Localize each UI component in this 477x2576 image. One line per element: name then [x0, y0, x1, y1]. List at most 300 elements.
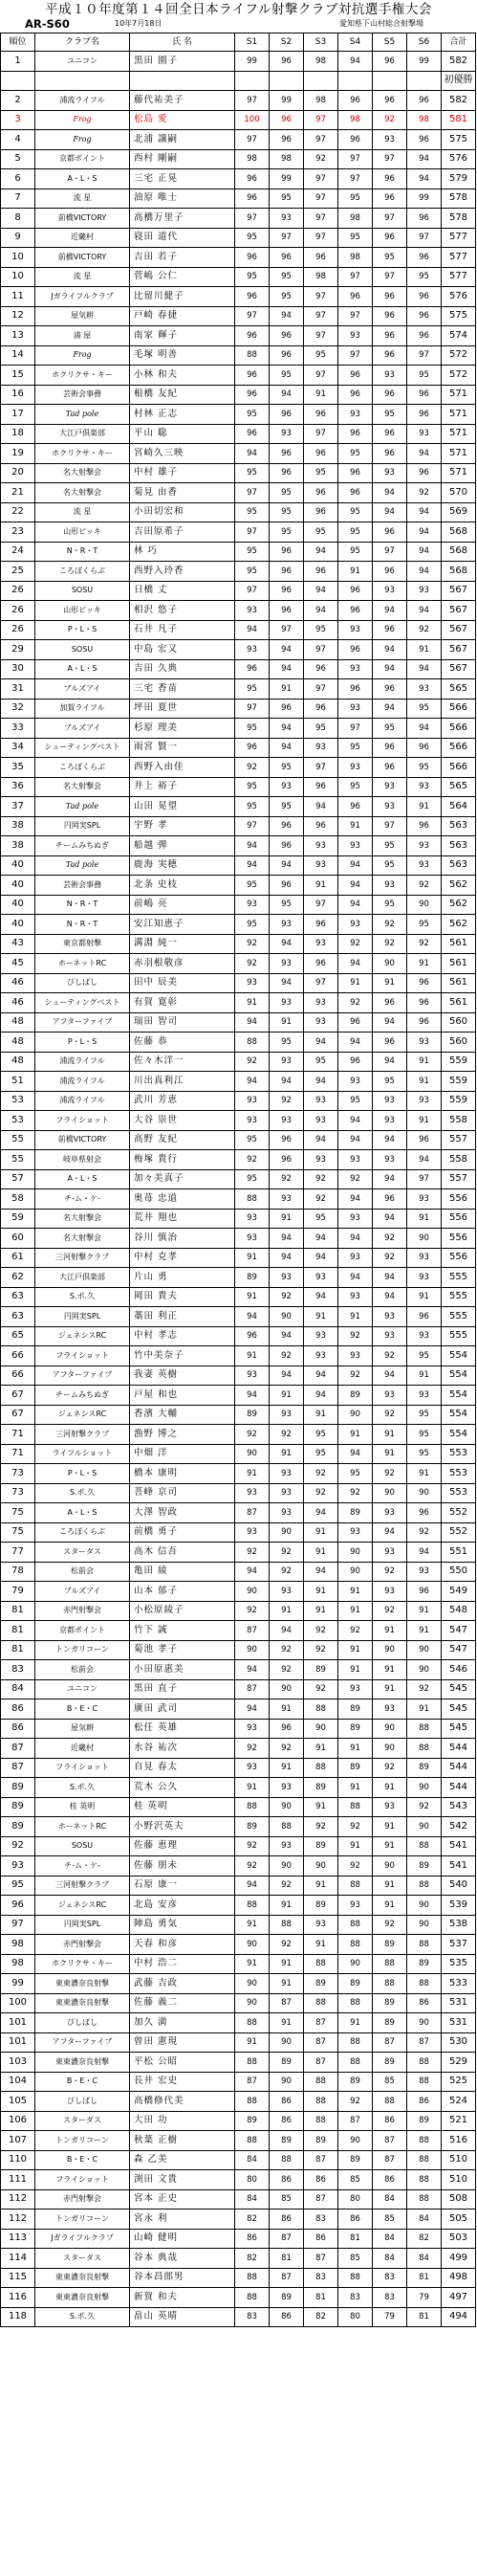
rank-cell: 63: [1, 1287, 35, 1307]
s3-cell: 95: [304, 345, 338, 366]
s5-cell: 79: [373, 2307, 407, 2327]
s3-cell: 97: [304, 130, 338, 150]
s6-cell: 97: [407, 1169, 442, 1189]
name-cell: 菊見 由香: [130, 483, 235, 503]
s2-cell: 92: [270, 1346, 304, 1366]
name-cell: 小林 和夫: [130, 366, 235, 386]
s1-cell: 82: [235, 2210, 270, 2230]
s4-cell: 94: [338, 1130, 373, 1150]
name-cell: 黒田 直子: [130, 1679, 235, 1699]
s3-cell: 89: [304, 1896, 338, 1916]
s1-cell: 88: [235, 2288, 270, 2308]
s5-cell: 96: [373, 385, 407, 405]
club-cell: チームみちぬぎ: [35, 836, 130, 856]
s1-cell: 97: [235, 130, 270, 150]
name-cell: 佐藤 朋未: [130, 1856, 235, 1876]
s2-cell: 92: [270, 1287, 304, 1307]
s4-cell: 94: [338, 1229, 373, 1249]
s5-cell: 92: [373, 934, 407, 954]
rank-cell: 46: [1, 993, 35, 1013]
total-cell: 初優勝: [442, 71, 476, 91]
s4-cell: 91: [338, 973, 373, 993]
s2-cell: 93: [270, 954, 304, 974]
table-row: [1, 758, 476, 778]
s2-cell: 96: [270, 699, 304, 719]
s4-cell: 89: [338, 2150, 373, 2170]
s2-cell: 95: [270, 758, 304, 778]
s1-cell: 91: [235, 1915, 270, 1935]
s1-cell: 89: [235, 1817, 270, 1837]
club-cell: 名大射撃会: [35, 777, 130, 797]
name-cell: 天春 和彦: [130, 1935, 235, 1955]
s6-cell: 88: [407, 2170, 442, 2190]
s6-cell: 93: [407, 1326, 442, 1346]
s5-cell: 88: [373, 2092, 407, 2112]
s2-cell: 96: [270, 130, 304, 150]
name-cell: 桂 英明: [130, 1797, 235, 1817]
total-cell: 544: [442, 1778, 476, 1798]
table-row: [1, 444, 476, 464]
s2-cell: 95: [270, 287, 304, 307]
s1-cell: 89: [235, 1405, 270, 1425]
table-row: [1, 1405, 476, 1425]
table-row: [1, 1072, 476, 1092]
club-cell: ホーネットRC: [35, 1817, 130, 1837]
club-cell: 円岡実SPL: [35, 1915, 130, 1935]
s2-cell: 95: [270, 267, 304, 287]
s5-cell: 85: [373, 2210, 407, 2230]
s6-cell: 94: [407, 562, 442, 582]
s4-cell: 91: [338, 1425, 373, 1445]
s1-cell: 96: [235, 326, 270, 346]
s4-cell: 91: [338, 1640, 373, 1660]
rank-cell: 7: [1, 189, 35, 209]
table-row: [1, 777, 476, 797]
club-cell: S.ポ.久: [35, 1287, 130, 1307]
table-row: [1, 1582, 476, 1602]
s3-cell: 93: [304, 1091, 338, 1111]
s5-cell: 91: [373, 1621, 407, 1641]
name-cell: 中村 克孝: [130, 1248, 235, 1268]
s6-cell: 96: [407, 816, 442, 836]
total-cell: 576: [442, 287, 476, 307]
s3-cell: 97: [304, 169, 338, 189]
club-cell: シューティングベスト: [35, 738, 130, 758]
table-row: [1, 424, 476, 444]
total-cell: 505: [442, 2210, 476, 2230]
total-cell: 549: [442, 1582, 476, 1602]
s5-cell: 91: [373, 1817, 407, 1837]
table-row: [1, 522, 476, 543]
s1-cell: 94: [235, 1562, 270, 1582]
s4-cell: 91: [338, 816, 373, 836]
s1-cell: 95: [235, 777, 270, 797]
rank-cell: 71: [1, 1425, 35, 1445]
s3-cell: 82: [304, 2307, 338, 2327]
s5-cell: 88: [373, 1974, 407, 1994]
name-cell: 秋葉 正樹: [130, 2131, 235, 2151]
s2-cell: 94: [270, 973, 304, 993]
total-cell: 554: [442, 1425, 476, 1445]
s3-cell: 96: [304, 444, 338, 464]
s5-cell: 91: [373, 1896, 407, 1916]
s2-cell: 93: [270, 915, 304, 935]
s2-cell: 93: [270, 777, 304, 797]
s1-cell: 87: [235, 1503, 270, 1523]
table-row: [1, 1033, 476, 1053]
s1-cell: 92: [235, 954, 270, 974]
s3-cell: 88: [304, 1993, 338, 2013]
club-cell: 京都ポイント: [35, 1621, 130, 1641]
s1-cell: 97: [235, 522, 270, 543]
club-cell: ジェネシスRC: [35, 1405, 130, 1425]
s4-cell: 80: [338, 2307, 373, 2327]
s4-cell: 81: [338, 2229, 373, 2249]
s5-cell: 87: [373, 2131, 407, 2151]
name-cell: 新賀 和夫: [130, 2288, 235, 2308]
s4-cell: 93: [338, 1209, 373, 1229]
total-cell: 568: [442, 522, 476, 543]
s5-cell: 93: [373, 463, 407, 483]
total-cell: 578: [442, 189, 476, 209]
s5-cell: 85: [373, 2072, 407, 2092]
s6-cell: 96: [407, 1012, 442, 1033]
total-cell: 561: [442, 973, 476, 993]
table-row: [1, 954, 476, 974]
s3-cell: 88: [304, 2111, 338, 2131]
s2-cell: 88: [270, 1915, 304, 1935]
s1-cell: 97: [235, 483, 270, 503]
s5-cell: 93: [373, 1503, 407, 1523]
table-row: [1, 1012, 476, 1033]
table-row: [1, 836, 476, 856]
s4-cell: 85: [338, 2170, 373, 2190]
rank-cell: 55: [1, 1130, 35, 1150]
club-cell: ライフルショット: [35, 1444, 130, 1464]
s6-cell: 90: [407, 1229, 442, 1249]
s6-cell: 91: [407, 1366, 442, 1386]
name-cell: 黒田 園子: [130, 52, 235, 72]
s5-cell: 96: [373, 758, 407, 778]
s2-cell: 86: [270, 2170, 304, 2190]
s6-cell: 92: [407, 1522, 442, 1543]
s3-cell: 96: [304, 562, 338, 582]
club-cell: A・L・S: [35, 1169, 130, 1189]
club-cell: トンガリコーン: [35, 2131, 130, 2151]
total-cell: 503: [442, 2229, 476, 2249]
rank-cell: 99: [1, 1974, 35, 1994]
s2-cell: 95: [270, 1033, 304, 1053]
s2-cell: 94: [270, 1229, 304, 1249]
club-cell: 芸術会事務: [35, 385, 130, 405]
s5-cell: 88: [373, 1954, 407, 1974]
rank-cell: 93: [1, 1856, 35, 1876]
total-cell: 542: [442, 1817, 476, 1837]
s6-cell: 96: [407, 1503, 442, 1523]
s4-cell: 89: [338, 1699, 373, 1720]
s5-cell: 94: [373, 640, 407, 660]
s1-cell: 91: [235, 1778, 270, 1798]
s5-cell: 87: [373, 2150, 407, 2170]
total-cell: 516: [442, 2131, 476, 2151]
club-cell: A・L・S: [35, 169, 130, 189]
rank-cell: 8: [1, 209, 35, 229]
rank-cell: 51: [1, 1072, 35, 1092]
total-cell: 577: [442, 248, 476, 268]
table-row: [1, 91, 476, 111]
table-row: [1, 719, 476, 739]
s4-cell: 98: [338, 209, 373, 229]
total-cell: 544: [442, 1758, 476, 1778]
s6-cell: 88: [407, 2072, 442, 2092]
s6-cell: 88: [407, 2131, 442, 2151]
s6-cell: 96: [407, 1307, 442, 1327]
s5-cell: 90: [373, 1856, 407, 1876]
name-cell: 西野入由佳: [130, 758, 235, 778]
s2-cell: 90: [270, 2032, 304, 2053]
s3-cell: 95: [304, 620, 338, 640]
s2-cell: 85: [270, 2189, 304, 2210]
table-row: [1, 1307, 476, 1327]
rank-cell: 62: [1, 1268, 35, 1288]
total-cell: 560: [442, 1012, 476, 1033]
s1-cell: 95: [235, 405, 270, 425]
s2-cell: 96: [270, 463, 304, 483]
s4-cell: 89: [338, 1974, 373, 1994]
s1-cell: 92: [235, 1739, 270, 1759]
s3-cell: 91: [304, 385, 338, 405]
table-row: [1, 1130, 476, 1150]
club-cell: ブルズアイ: [35, 679, 130, 700]
rank-cell: 40: [1, 855, 35, 876]
header-club: クラブ名: [35, 33, 130, 52]
s4-cell: 96: [338, 366, 373, 386]
club-cell: 東東濃奈良射撃: [35, 2288, 130, 2308]
table-row: [1, 1896, 476, 1916]
table-row: [1, 1326, 476, 1346]
table-row: [1, 1150, 476, 1170]
s6-cell: 91: [407, 1601, 442, 1621]
s3-cell: 94: [304, 1287, 338, 1307]
club-cell: ユニコン: [35, 1679, 130, 1699]
table-row: [1, 1229, 476, 1249]
s1-cell: 93: [235, 1483, 270, 1503]
s1-cell: 82: [235, 2249, 270, 2269]
s6-cell: 90: [407, 1778, 442, 1798]
s4-cell: 93: [338, 836, 373, 856]
total-cell: 552: [442, 1522, 476, 1543]
s1-cell: 93: [235, 601, 270, 621]
s2-cell: 91: [270, 1758, 304, 1778]
rank-cell: 78: [1, 1562, 35, 1582]
club-cell: Frog: [35, 110, 130, 130]
rank-cell: 95: [1, 1876, 35, 1896]
s5-cell: 90: [373, 954, 407, 974]
s6-cell: 98: [407, 110, 442, 130]
s3-cell: 93: [304, 993, 338, 1013]
s4-cell: 94: [338, 1033, 373, 1053]
s4-cell: 88: [338, 1993, 373, 2013]
s5-cell: 95: [373, 855, 407, 876]
name-cell: 竹中美奈子: [130, 1346, 235, 1366]
s6-cell: 95: [407, 1405, 442, 1425]
s1-cell: 92: [235, 1543, 270, 1563]
total-cell: 563: [442, 816, 476, 836]
s1-cell: 80: [235, 2170, 270, 2190]
rank-cell: 87: [1, 1739, 35, 1759]
s6-cell: 95: [407, 758, 442, 778]
s5-cell: 94: [373, 502, 407, 522]
s2-cell: 96: [270, 345, 304, 366]
total-cell: 547: [442, 1621, 476, 1641]
header-rank: 順位: [1, 33, 35, 52]
name-cell: 水谷 祐次: [130, 1739, 235, 1759]
s4-cell: 91: [338, 1660, 373, 1680]
s2-cell: 94: [270, 306, 304, 326]
s6-cell: 94: [407, 502, 442, 522]
table-row: [1, 1189, 476, 1210]
s3-cell: 97: [304, 287, 338, 307]
club-cell: 芸術会事務: [35, 876, 130, 896]
s5-cell: 90: [373, 1739, 407, 1759]
s4-cell: 89: [338, 1386, 373, 1406]
s5-cell: 92: [373, 1405, 407, 1425]
s6-cell: 89: [407, 1954, 442, 1974]
s3-cell: 98: [304, 52, 338, 72]
s1-cell: 91: [235, 1954, 270, 1974]
s6-cell: 94: [407, 1150, 442, 1170]
s6-cell: 96: [407, 91, 442, 111]
rank-cell: 84: [1, 1679, 35, 1699]
club-cell: 名大射撃会: [35, 463, 130, 483]
s6-cell: 95: [407, 267, 442, 287]
s1-cell: 87: [235, 2072, 270, 2092]
name-cell: 渕田 文貴: [130, 2170, 235, 2190]
table-row: [1, 130, 476, 150]
s1-cell: 93: [235, 1522, 270, 1543]
s6-cell: [407, 71, 442, 91]
club-cell: 加賀ライフル: [35, 699, 130, 719]
rank-cell: 1: [1, 52, 35, 72]
name-cell: 小田原惠美: [130, 1660, 235, 1680]
table-row: [1, 699, 476, 719]
table-row: [1, 620, 476, 640]
total-cell: 529: [442, 2053, 476, 2073]
s6-cell: 81: [407, 2268, 442, 2288]
rank-cell: 55: [1, 1150, 35, 1170]
total-cell: 524: [442, 2092, 476, 2112]
s3-cell: 88: [304, 2072, 338, 2092]
s2-cell: 95: [270, 797, 304, 817]
s3-cell: 89: [304, 1974, 338, 1994]
total-cell: 561: [442, 993, 476, 1013]
s2-cell: 95: [270, 895, 304, 915]
name-cell: 佐々木洋一: [130, 1052, 235, 1072]
s1-cell: 95: [235, 876, 270, 896]
s4-cell: 94: [338, 52, 373, 72]
table-row: [1, 1562, 476, 1582]
rank-cell: 13: [1, 326, 35, 346]
s2-cell: 87: [270, 2229, 304, 2249]
s6-cell: 91: [407, 1621, 442, 1641]
name-cell: 加久 満: [130, 2013, 235, 2033]
s3-cell: 95: [304, 1444, 338, 1464]
s2-cell: 93: [270, 209, 304, 229]
club-cell: びしばし: [35, 973, 130, 993]
s2-cell: 93: [270, 1836, 304, 1856]
s3-cell: 97: [304, 306, 338, 326]
s5-cell: 91: [373, 1679, 407, 1699]
s1-cell: 97: [235, 581, 270, 601]
rank-cell: 40: [1, 895, 35, 915]
s4-cell: 93: [338, 1248, 373, 1268]
club-cell: A・L・S: [35, 659, 130, 679]
club-cell: 屋気耕: [35, 1719, 130, 1739]
rank-cell: 115: [1, 2268, 35, 2288]
total-cell: 582: [442, 52, 476, 72]
name-cell: 寝田 道代: [130, 228, 235, 248]
s4-cell: 90: [338, 1954, 373, 1974]
name-cell: 谷本 典哉: [130, 2249, 235, 2269]
s6-cell: 95: [407, 699, 442, 719]
club-cell: Tad pole: [35, 405, 130, 425]
table-row: [1, 2013, 476, 2033]
s5-cell: 84: [373, 2249, 407, 2269]
total-cell: 562: [442, 876, 476, 896]
total-cell: 562: [442, 895, 476, 915]
rank-cell: 48: [1, 1012, 35, 1033]
total-cell: 575: [442, 306, 476, 326]
table-row: [1, 1876, 476, 1896]
s6-cell: 88: [407, 1935, 442, 1955]
s2-cell: 91: [270, 1386, 304, 1406]
s4-cell: 89: [338, 2072, 373, 2092]
name-cell: 廣田 武司: [130, 1699, 235, 1720]
s1-cell: 95: [235, 719, 270, 739]
name-cell: 中島 宏又: [130, 640, 235, 660]
s1-cell: 92: [235, 1856, 270, 1876]
s1-cell: 91: [235, 1464, 270, 1484]
club-cell: フライショット: [35, 1758, 130, 1778]
s1-cell: 88: [235, 1896, 270, 1916]
s6-cell: 96: [407, 738, 442, 758]
s2-cell: 93: [270, 1052, 304, 1072]
rank-cell: 59: [1, 1209, 35, 1229]
rank-cell: 96: [1, 1896, 35, 1916]
s3-cell: 94: [304, 1130, 338, 1150]
table-row: [1, 1836, 476, 1856]
header-row: [1, 33, 476, 52]
s2-cell: 88: [270, 1817, 304, 1837]
rank-cell: 57: [1, 1169, 35, 1189]
s2-cell: 97: [270, 228, 304, 248]
s5-cell: 94: [373, 1268, 407, 1288]
name-cell: 松任 英雄: [130, 1719, 235, 1739]
s3-cell: 94: [304, 1248, 338, 1268]
name-cell: 小田切宏和: [130, 502, 235, 522]
club-cell: 名大射撃会: [35, 483, 130, 503]
table-row: [1, 2229, 476, 2249]
s3-cell: 93: [304, 738, 338, 758]
club-cell: S.ポ.久: [35, 1778, 130, 1798]
name-cell: 菊池 孝子: [130, 1640, 235, 1660]
s6-cell: 94: [407, 601, 442, 621]
table-row: [1, 2131, 476, 2151]
s6-cell: 96: [407, 405, 442, 425]
s3-cell: 96: [304, 777, 338, 797]
s5-cell: 96: [373, 738, 407, 758]
s1-cell: 93: [235, 1091, 270, 1111]
